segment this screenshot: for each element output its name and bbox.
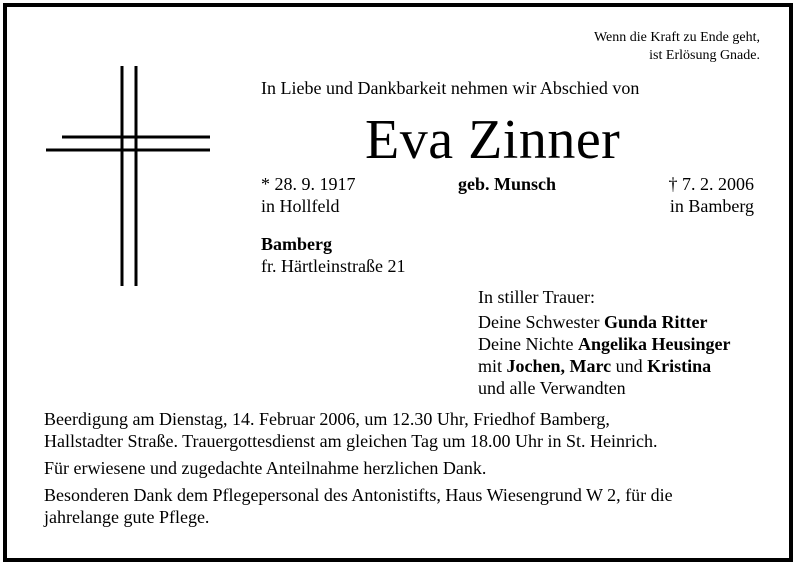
funeral-line-2: Hallstadter Straße. Trauergottesdienst am gleichen Tag um 18.00 Uhr in St. Heinrich. (44, 431, 658, 451)
funeral-notice (44, 408, 764, 452)
birth-date: * 28. 9. 1917 (261, 174, 356, 194)
mourner-sister (478, 311, 730, 333)
last-name: Kristina (647, 356, 712, 376)
address-street: fr. Härtleinstraße 21 (261, 256, 406, 276)
death-place: in Bamberg (669, 196, 754, 216)
funeral-line-1: Beerdigung am Dienstag, 14. Februar 2006, um 12.30 Uhr, Friedhof Bamberg, (44, 409, 610, 429)
deceased-name: Eva Zinner (365, 109, 621, 171)
mourners-block (478, 286, 730, 399)
niece-prefix: Deine Nichte (478, 334, 578, 354)
address (261, 233, 405, 277)
notes-block (44, 408, 764, 533)
mourner-relatives: und alle Verwandten (478, 378, 626, 398)
birth-place: in Hollfeld (261, 196, 340, 216)
sister-name: Gunda Ritter (603, 312, 708, 332)
cross-lines (46, 66, 210, 286)
intro-text: In Liebe und Dankbarkeit nehmen wir Abschied von (261, 78, 640, 98)
niece-name: Angelika Heusinger (577, 334, 731, 354)
mourner-family (478, 355, 730, 377)
death-date: † 7. 2. 2006 (668, 174, 754, 194)
and-word: und (611, 356, 648, 376)
address-city: Bamberg (261, 234, 332, 254)
special-thanks-line-1: Besonderen Dank dem Pflegepersonal des Antonistifts, Haus Wiesengrund W 2, für die (44, 485, 673, 505)
mourner-niece (478, 333, 730, 355)
birth-info (261, 173, 356, 217)
motto-line-2: ist Erlösung Gnade. (649, 48, 760, 63)
with-prefix: mit (478, 356, 507, 376)
cross-icon (40, 64, 220, 289)
thanks-notice: Für erwiesene und zugedachte Anteilnahme herzlichen Dank. (44, 458, 487, 478)
death-info (669, 173, 755, 217)
maiden-name: geb. Munsch (458, 174, 557, 194)
children-names: Jochen, Marc (506, 356, 612, 376)
special-thanks-notice (44, 484, 764, 528)
special-thanks-line-2: jahrelange gute Pflege. (44, 507, 210, 527)
sister-prefix: Deine Schwester (478, 312, 604, 332)
motto-line-1: Wenn die Kraft zu Ende geht, (593, 30, 760, 45)
motto (594, 29, 760, 65)
mourners-heading: In stiller Trauer: (478, 287, 595, 307)
